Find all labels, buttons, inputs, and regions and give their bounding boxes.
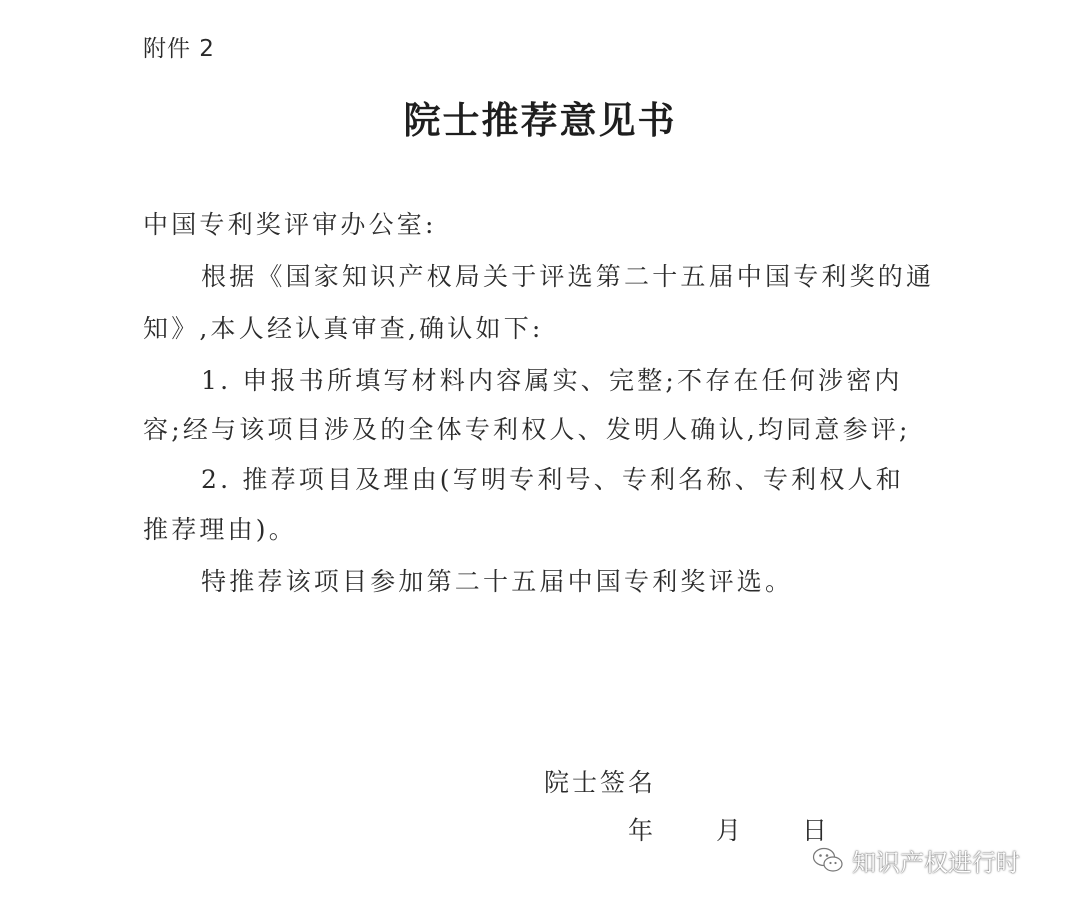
item-1-line-1: 1. 申报书所填写材料内容属实、完整;不存在任何涉密内 <box>201 366 903 395</box>
closing-statement: 特推荐该项目参加第二十五届中国专利奖评选。 <box>201 567 794 596</box>
wechat-icon <box>812 846 844 874</box>
date-month-label: 月 <box>716 816 742 845</box>
date-day-label: 日 <box>802 816 828 845</box>
item-2-line-2: 推荐理由)。 <box>143 515 297 544</box>
watermark-text: 知识产权进行时 <box>852 848 1020 877</box>
signature-label: 院士签名 <box>544 768 657 797</box>
item-1-line-2: 容;经与该项目涉及的全体专利权人、发明人确认,均同意参评; <box>143 415 911 444</box>
paragraph-intro-line-2: 知》,本人经认真审查,确认如下: <box>143 314 544 343</box>
salutation: 中国专利奖评审办公室: <box>143 210 437 239</box>
document-title: 院士推荐意见书 <box>403 98 677 142</box>
item-2-line-1: 2. 推荐项目及理由(写明专利号、专利名称、专利权人和 <box>201 465 904 494</box>
date-year-label: 年 <box>628 816 654 845</box>
paragraph-intro-line-1: 根据《国家知识产权局关于评选第二十五届中国专利奖的通 <box>201 262 935 291</box>
attachment-label: 附件 2 <box>143 36 215 62</box>
wechat-watermark <box>812 840 1020 880</box>
